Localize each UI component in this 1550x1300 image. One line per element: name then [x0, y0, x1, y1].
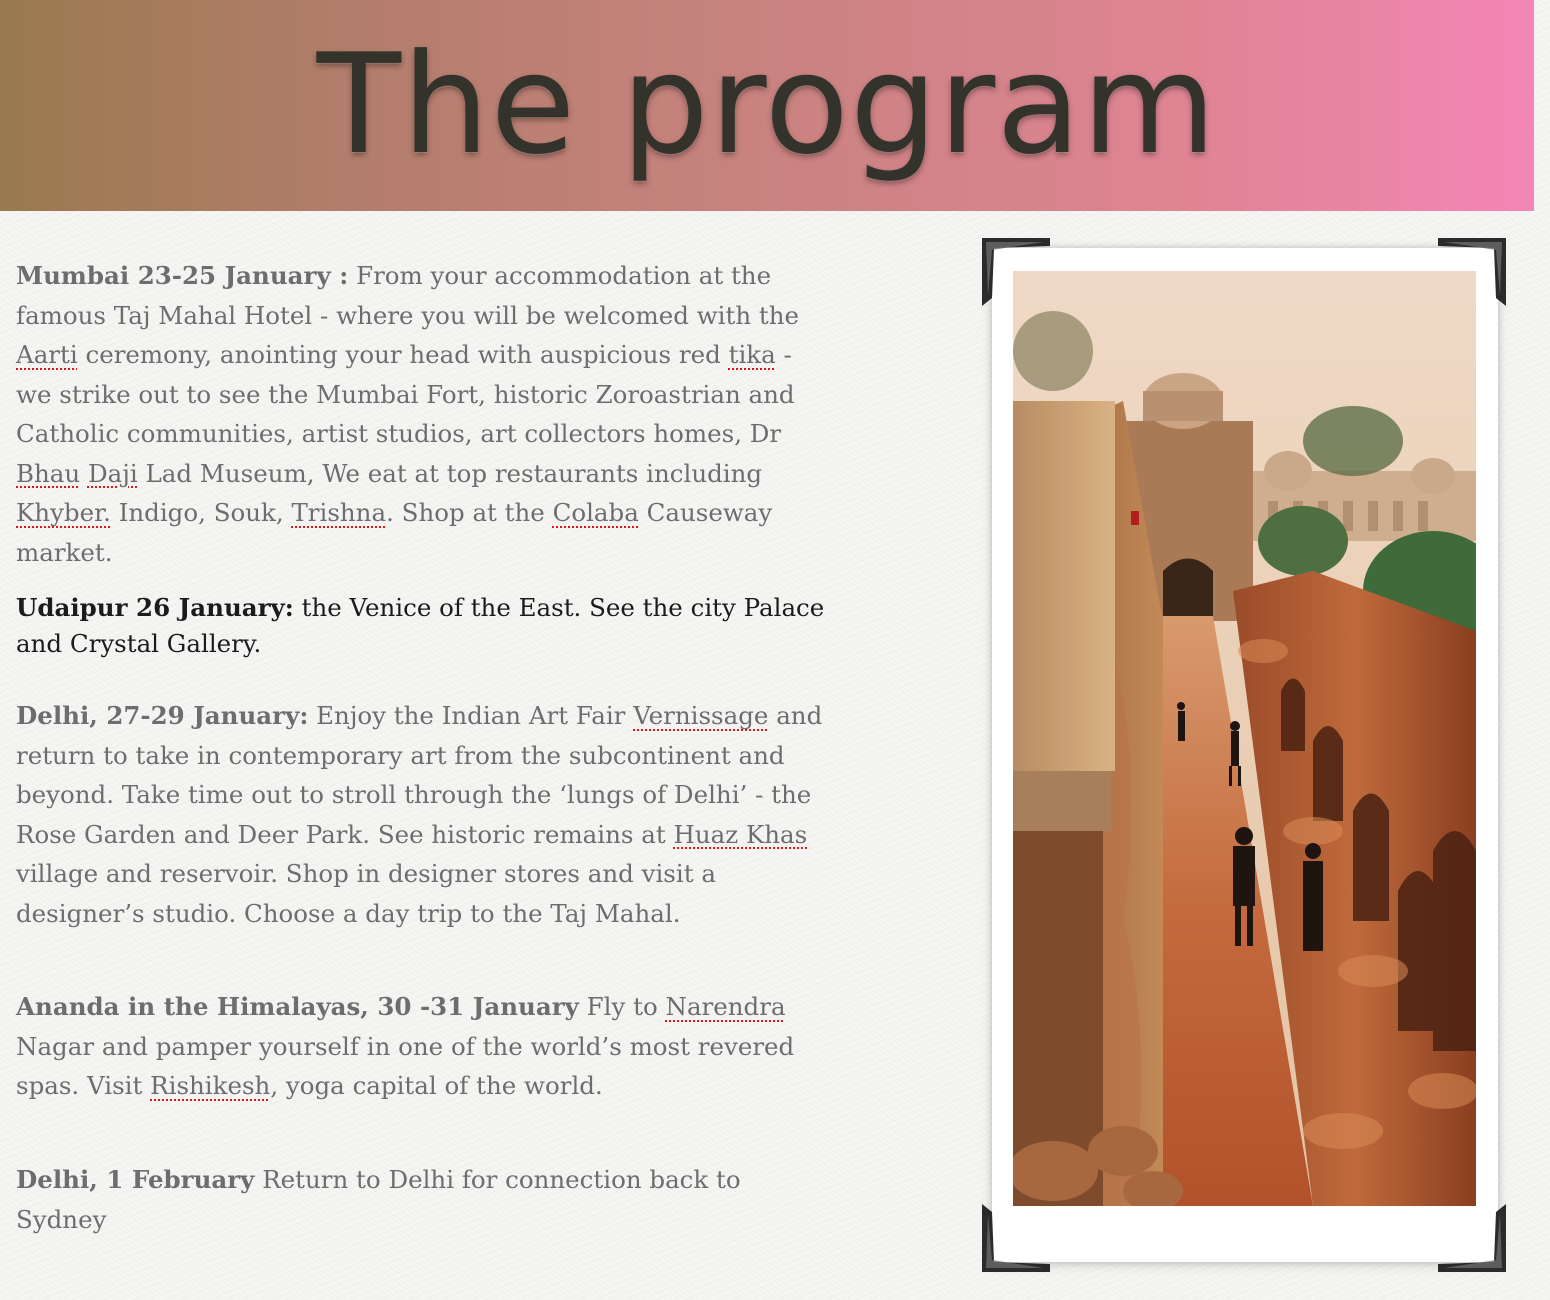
spellcheck-word: tika [728, 340, 776, 369]
itinerary-heading: Delhi, 1 February [16, 1165, 255, 1194]
itinerary-text-segment: the Venice of the East. See the city Palace and Crystal Gallery. [16, 593, 825, 658]
itinerary-text-segment: Indigo, Souk, [110, 498, 292, 527]
corner-mount-top-left-icon [980, 236, 1052, 308]
itinerary-heading: Mumbai 23-25 January : [16, 261, 349, 290]
itinerary-heading: Ananda in the Himalayas, 30 -31 January [16, 992, 579, 1021]
itinerary-text-segment: ceremony, anointing your head with auspicious red [77, 340, 729, 369]
itinerary-text-segment: Fly to [578, 992, 666, 1021]
itinerary-heading: Delhi, 27-29 January: [16, 701, 309, 730]
corner-mount-bottom-left-icon [980, 1202, 1052, 1274]
itinerary-text-segment: and return to take in contemporary art from the subcontinent and beyond. Take time out to stroll through the ‘lungs of Delhi’ - the Rose Garden and Deer Park. See historic remains at [16, 701, 823, 849]
itinerary-heading: Udaipur 26 January: [16, 593, 294, 622]
itinerary-text-segment: . Shop at the [386, 498, 553, 527]
itinerary-item-delhi [16, 696, 831, 933]
spellcheck-word: Khyber. [16, 498, 111, 527]
title-banner [0, 0, 1534, 211]
itinerary-text-segment: From your accommodation at the famous Taj Mahal Hotel - where you will be welcomed with the [16, 261, 800, 330]
spellcheck-word: Trishna [291, 498, 387, 527]
page-title: The program [316, 24, 1218, 185]
spellcheck-word: Colaba [552, 498, 639, 527]
itinerary-text-segment: Return to Delhi for connection back to Sydney [16, 1165, 741, 1234]
fort-photo [1013, 271, 1476, 1206]
corner-mount-top-right-icon [1436, 236, 1508, 308]
itinerary-text-segment: , yoga capital of the world. [270, 1071, 603, 1100]
itinerary-text-segment: Enjoy the Indian Art Fair [308, 701, 634, 730]
spellcheck-word: Narendra [665, 992, 786, 1021]
spellcheck-word: Vernissage [633, 701, 769, 730]
ruined-fort-walkway-photo [1013, 271, 1476, 1206]
spellcheck-word: Daji [87, 458, 138, 488]
itinerary-text-segment: Causeway market. [16, 498, 773, 567]
corner-mount-bottom-right-icon [1436, 1202, 1508, 1274]
itinerary-text-segment: Nagar and pamper yourself in one of the world’s most revered spas. Visit [16, 1031, 795, 1100]
spellcheck-word: Bhau [16, 458, 81, 488]
itinerary-text-segment: village and reservoir. Shop in designer stores and visit a designer’s studio. Choose a day trip to the Taj Mahal. [16, 859, 716, 928]
itinerary-text-segment: - we strike out to see the Mumbai Fort, historic Zoroastrian and Catholic communities, artist studios, art collectors homes, Dr [16, 340, 795, 448]
itinerary-text-segment: Lad Museum, We eat at top restaurants including [137, 458, 763, 488]
spellcheck-word: Aarti [16, 340, 78, 369]
itinerary-item-udaipur [16, 590, 831, 662]
itinerary-item-delhi-return [16, 1160, 831, 1239]
spellcheck-word: Huaz Khas [673, 819, 808, 849]
itinerary-item-ananda [16, 987, 831, 1106]
itinerary-text-segment [80, 459, 88, 488]
itinerary-item-mumbai [16, 256, 831, 572]
spellcheck-word: Rishikesh [150, 1071, 271, 1100]
